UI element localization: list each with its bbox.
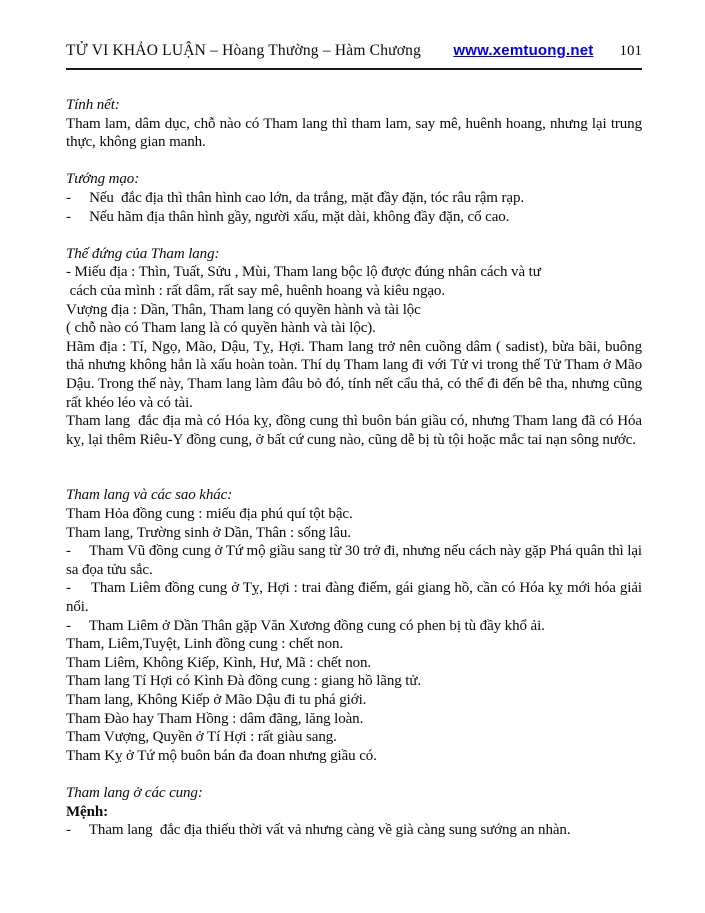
page-header (66, 42, 642, 60)
subsection-heading: Mệnh: (66, 803, 108, 820)
document-body (66, 96, 642, 840)
paragraph: Tham lam, dâm dục, chỗ nào có Tham lang thì tham lam, say mê, huênh hoang, nhưng lại trung thực, không gian manh. (66, 115, 642, 151)
section-heading: Tham lang ở các cung: (66, 784, 203, 801)
header-right-group (453, 42, 642, 60)
section-heading: Thế đứng của Tham lang: (66, 245, 220, 262)
page-number: 101 (619, 43, 642, 59)
section-heading: Tham lang và các sao khác: (66, 487, 233, 504)
paragraph: Vượng địa : Dần, Thân, Tham lang có quyền hành và tài lộc (66, 301, 421, 318)
paragraph: cách của mình : rất dâm, rất say mê, huênh hoang và kiêu ngạo. (66, 282, 445, 299)
paragraph: Tham Hỏa đồng cung : miếu địa phú quí tột bậc. (66, 506, 353, 523)
paragraph: - Tham Liêm đồng cung ở Tỵ, Hợi : trai đàng điếm, gái giang hồ, cần có Hóa kỵ mới hóa giải nổi. (66, 580, 642, 616)
paragraph: Tham, Liêm,Tuyệt, Linh đồng cung : chết non. (66, 636, 344, 653)
spacer (66, 468, 642, 487)
paragraph: Tham lang, Trường sinh ở Dần, Thân : sống lâu. (66, 524, 351, 541)
spacer (66, 765, 642, 784)
paragraph: - Miếu địa : Thìn, Tuất, Sửu , Mùi, Tham lang bộc lộ được đúng nhân cách và tư (66, 264, 541, 281)
paragraph: - Nếu hãm địa thân hình gầy, người xấu, mặt dài, không đầy đặn, cổ cao. (66, 208, 510, 225)
spacer (66, 449, 642, 468)
paragraph: - Tham lang đắc địa thiếu thời vất vả nhưng càng về già càng sung sướng an nhàn. (66, 822, 571, 839)
paragraph: Tham Đào hay Tham Hồng : dâm đãng, lăng loàn. (66, 710, 364, 727)
paragraph: Tham Vượng, Quyền ở Tí Hợi : rất giàu sang. (66, 729, 337, 746)
paragraph: Tham lang Tí Hợi có Kình Đà đồng cung : giang hồ lãng tử. (66, 673, 422, 690)
book-title: TỬ VI KHẢO LUẬN – Hòang Thường – Hàm Chương (66, 42, 422, 59)
website-link[interactable]: www.xemtuong.net (453, 42, 594, 59)
spacer (66, 226, 642, 245)
paragraph: Tham Liêm, Không Kiếp, Kình, Hư, Mã : chết non. (66, 654, 372, 671)
paragraph: Tham Kỵ ở Tứ mộ buôn bán đa đoan nhưng giầu có. (66, 747, 377, 764)
paragraph: - Tham Vũ đồng cung ở Tứ mộ giầu sang từ 30 trở đi, nhưng nếu cách này gặp Phá quân thì lại sa đọa tửu sắc. (66, 543, 642, 578)
section-heading: Tướng mạo: (66, 171, 140, 188)
header-divider (66, 68, 642, 70)
paragraph: - Nếu đắc địa thì thân hình cao lớn, da trắng, mặt đầy đặn, tóc râu rậm rạp. (66, 189, 525, 206)
section-heading: Tính nết: (66, 97, 120, 113)
spacer (66, 152, 642, 171)
paragraph: Tham lang, Không Kiếp ở Mão Dậu đi tu phá giới. (66, 692, 367, 708)
paragraph: Hãm địa : Tí, Ngọ, Mão, Dậu, Tỵ, Hợi. Tham lang trở nên cuồng dâm ( sadist), bừa bãi, buông thả nhưng không hẳn là xấu hoàn toàn. Thí dụ Tham lang đi với Tử vi trong thế Tử Tham ở Mão Dậu. Trong thế này, Tham lang làm đâu bỏ đó, tính nết cẩu thả, có thể đi đến bê tha, nhưng cũng rất khéo léo và có tài. (66, 338, 642, 411)
paragraph: ( chỗ nào có Tham lang là có quyền hành và tài lộc). (66, 320, 376, 337)
paragraph: - Tham Liêm ở Dần Thân gặp Văn Xương đồng cung có phen bị tù đầy khổ ải. (66, 617, 545, 634)
paragraph: Tham lang đắc địa mà có Hóa kỵ, đồng cung thì buôn bán giầu có, nhưng Tham lang đã có Hóa kỵ, lại thêm Riêu-Y đồng cung, ở bất cứ cung nào, cũng dễ bị tù tội hoặc mắc tai nạn sông nước. (66, 413, 642, 448)
